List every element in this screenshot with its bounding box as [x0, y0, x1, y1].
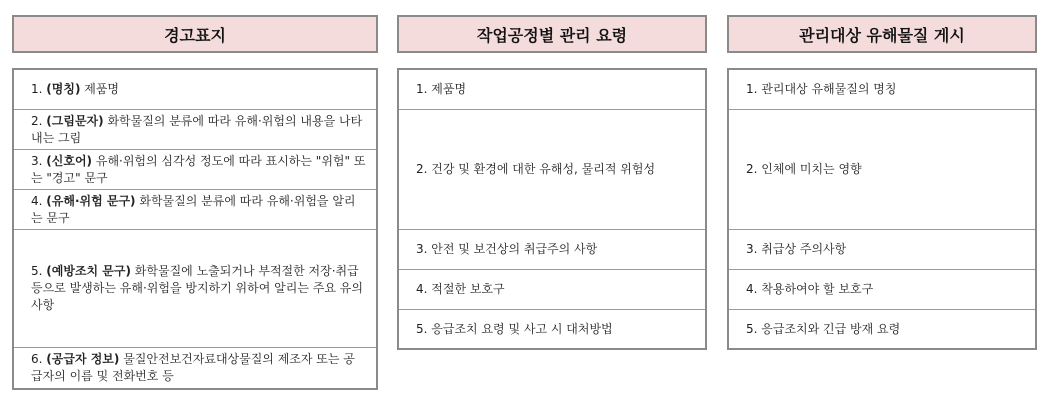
- list-item: 1. (명칭) 제품명: [14, 70, 376, 110]
- list-item: 3. (신호어) 유해·위험의 심각성 정도에 따라 표시하는 "위험" 또는 "경고" 문구: [14, 150, 376, 190]
- list-item: 6. (공급자 정보) 물질안전보건자료대상물질의 제조자 또는 공급자의 이름 및 전화번호 등: [31, 352, 355, 383]
- process-management-list: [397, 68, 707, 350]
- list-item: 5. 응급조치 요령 및 사고 시 대처방법: [416, 321, 613, 336]
- list-item: 1. 제품명: [399, 70, 705, 110]
- list-item: 2. 인체에 미치는 영향: [729, 110, 1035, 230]
- list-item: 2. 건강 및 환경에 대한 유해성, 물리적 위험성: [399, 110, 705, 230]
- list-item: 5. 응급조치와 긴급 방재 요령: [746, 321, 901, 336]
- list-item: 2. (그림문자) 화학물질의 분류에 따라 유해·위험의 내용을 나타내는 그림: [14, 110, 376, 150]
- list-item: 3. 취급상 주의사항: [729, 230, 1035, 270]
- process-management-header: 작업공정별 관리 요령: [397, 15, 707, 53]
- list-item: 1. 관리대상 유해물질의 명칭: [729, 70, 1035, 110]
- list-item: 5. (예방조치 문구) 화학물질에 노출되거나 부적절한 저장·취급 등으로 발생하는 유해·위험을 방지하기 위하여 알리는 주요 유의사항: [14, 230, 376, 348]
- list-item: 4. 착용하여야 할 보호구: [729, 270, 1035, 310]
- hazardous-substance-header: 관리대상 유해물질 게시: [727, 15, 1037, 53]
- list-item: 3. 안전 및 보건상의 취급주의 사항: [399, 230, 705, 270]
- hazardous-substance-list: [727, 68, 1037, 350]
- warning-label-header: 경고표지: [12, 15, 378, 53]
- warning-label-list: [12, 68, 378, 390]
- list-item: 4. 적절한 보호구: [399, 270, 705, 310]
- list-item: 4. (유해·위험 문구) 화학물질의 분류에 따라 유해·위험을 알리는 문구: [14, 190, 376, 230]
